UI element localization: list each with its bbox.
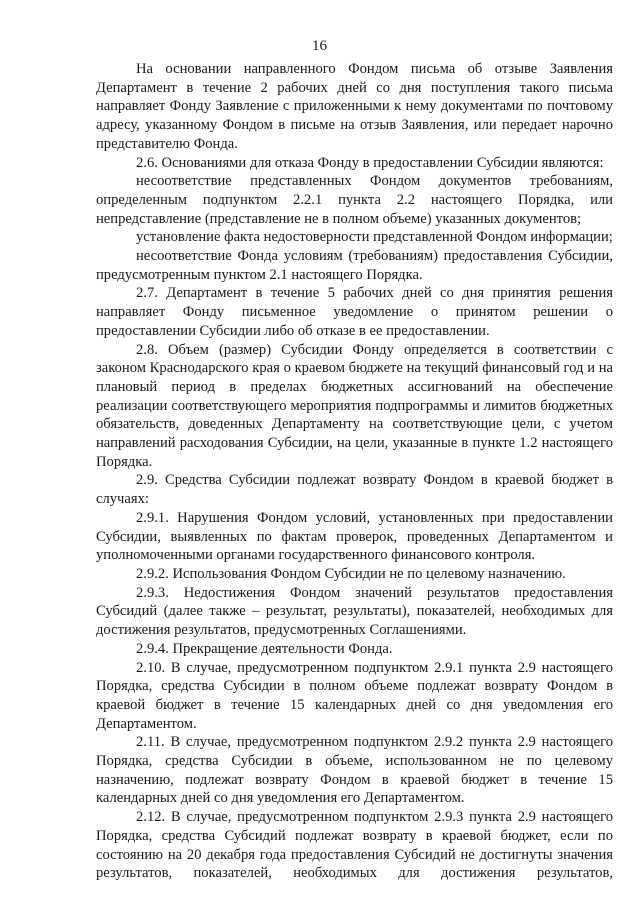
- paragraph-2-11: 2.11. В случае, предусмотренном подпунктом 2.9.2 пункта 2.9 настоящего Порядка, средства Субсидии в объеме, использованном не по целевому назначению, подлежат возврату Фондом в краевой бюджет в течение 15 календарных дней со дня уведомления его Департаментом.: [96, 734, 613, 807]
- paragraph-2-6-b: установление факта недостоверности представленной Фондом информации;: [136, 229, 613, 246]
- paragraph-2-9: 2.9. Средства Субсидии подлежат возврату Фондом в краевой бюджет в случаях:: [96, 472, 613, 508]
- document-body: [96, 60, 613, 883]
- paragraph-2-7: 2.7. Департамент в течение 5 рабочих дней со дня принятия решения направляет Фонду письменное уведомление о принятом решении о предоставлении Субсидии либо об отказе в ее предоставлении.: [96, 285, 613, 339]
- paragraph-2-12: 2.12. В случае, предусмотренном подпунктом 2.9.3 пункта 2.9 настоящего Порядка, средства Субсидий подлежат возврату в краевой бюджет, если по состоянию на 20 декабря года предоставления Субсидий не достигнуты значения результатов, показателей, необходимых для достижения результатов,: [96, 809, 613, 882]
- paragraph-intro: На основании направленного Фондом письма об отзыве Заявления Департамент в течение 2 рабочих дней со дня поступления такого письма направляет Фонду Заявление с приложенными к нему документами по почтовому адресу, указанному Фондом в письме на отзыв Заявления, или передает нарочно представителю Фонда.: [96, 61, 613, 152]
- paragraph-2-6: 2.6. Основаниями для отказа Фонду в предоставлении Субсидии являются:: [136, 154, 604, 171]
- paragraph-2-8: 2.8. Объем (размер) Субсидии Фонду определяется в соответствии с законом Краснодарского края о краевом бюджете на текущий финансовый год и на плановый период в пределах бюджетных ассигнований на обеспечение реализации соответствующего мероприятия подпрограммы и лимитов бюджетных обязательств, доведенных Департаменту на соответствующие цели, с учетом направлений расходования Субсидии, на цели, указанные в пункте 1.2 настоящего Порядка.: [96, 341, 613, 470]
- paragraph-2-9-2: 2.9.2. Использования Фондом Субсидии не по целевому назначению.: [136, 565, 566, 582]
- paragraph-2-6-a: несоответствие представленных Фондом документов требованиям, определенным подпунктом 2.2.1 пункта 2.2 настоящего Порядка, или непредставление (представление не в полном объеме) указанных документов;: [96, 173, 613, 227]
- paragraph-2-6-c: несоответствие Фонда условиям (требованиям) предоставления Субсидии, предусмотренным пунктом 2.1 настоящего Порядка.: [96, 248, 613, 283]
- paragraph-2-9-1: 2.9.1. Нарушения Фондом условий, установленных при предоставлении Субсидии, выявленных по фактам проверок, проведенных Департаментом и уполномоченными органами государственного финансового контроля.: [96, 509, 613, 564]
- paragraph-2-10: 2.10. В случае, предусмотренном подпунктом 2.9.1 пункта 2.9 настоящего Порядка, средства Субсидии в полном объеме подлежат возврату Фондом в краевой бюджет в течение 15 календарных дней со дня уведомления его Департаментом.: [96, 659, 613, 732]
- paragraph-2-9-4: 2.9.4. Прекращение деятельности Фонда.: [136, 640, 393, 657]
- page-number: 16: [312, 38, 327, 54]
- paragraph-2-9-3: 2.9.3. Недостижения Фондом значений результатов предоставления Субсидий (далее также – результат, результаты), показателей, необходимых для достижения результатов, предусмотренных Соглашениями.: [96, 584, 613, 639]
